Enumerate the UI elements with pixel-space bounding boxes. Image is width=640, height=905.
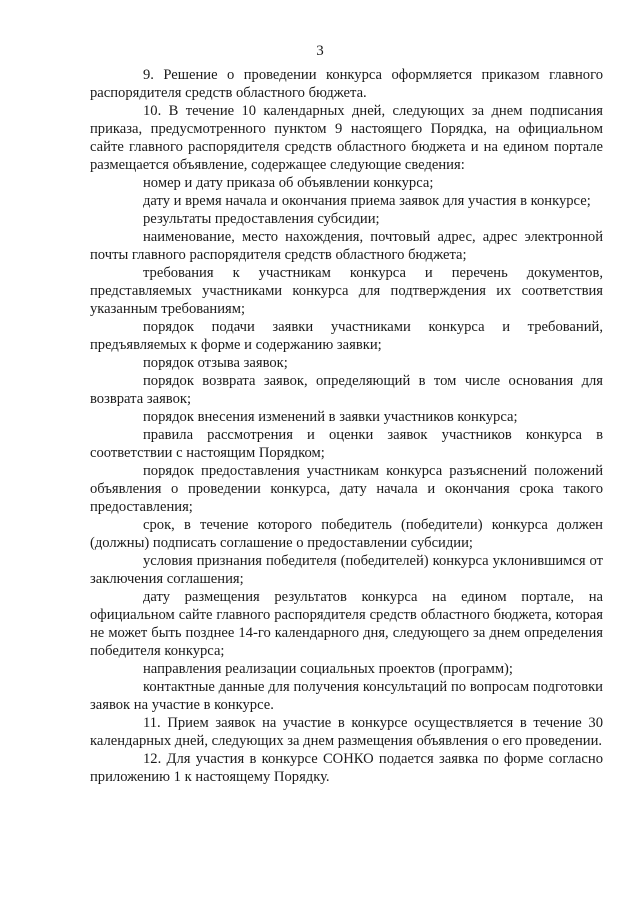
- paragraph-item-11: 11. Прием заявок на участие в конкурсе осуществляется в течение 30 календарных дней, следующих за днем размещения объявления о его проведении.: [90, 715, 603, 749]
- list-item-subsidy-results: результаты предоставления субсидии;: [143, 211, 380, 227]
- paragraph-item-9: 9. Решение о проведении конкурса оформляется приказом главного распорядителя средств областного бюджета.: [90, 67, 603, 101]
- document-body: [90, 66, 603, 786]
- list-item-participant-requirements: требования к участникам конкурса и перечень документов, представляемых участниками конкурса для подтверждения их соответствия указанным требованиям;: [90, 265, 603, 317]
- paragraph-item-10: 10. В течение 10 календарных дней, следующих за днем подписания приказа, предусмотренного пунктом 9 настоящего Порядка, на официальном сайте главного распорядителя средств областного бюджета и на едином портале размещается объявление, содержащее следующие сведения:: [90, 103, 603, 173]
- list-item-results-publication: дату размещения результатов конкурса на едином портале, на официальном сайте главного распорядителя средств областного бюджета, которая не может быть позднее 14-го календарного дня, следующего за днем определения победителя конкурса;: [90, 589, 603, 659]
- list-item-evaluation-rules: правила рассмотрения и оценки заявок участников конкурса в соответствии с настоящим Порядком;: [90, 427, 603, 461]
- list-item-agreement-deadline: срок, в течение которого победитель (победители) конкурса должен (должны) подписать соглашение о предоставлении субсидии;: [90, 517, 603, 551]
- list-item-distributor-contacts: наименование, место нахождения, почтовый адрес, адрес электронной почты главного распорядителя средств областного бюджета;: [90, 229, 603, 263]
- list-item-withdrawal-procedure: порядок отзыва заявок;: [143, 355, 288, 371]
- list-item-project-directions: направления реализации социальных проектов (программ);: [143, 661, 513, 677]
- page-number: 3: [316, 43, 324, 59]
- list-item-return-procedure: порядок возврата заявок, определяющий в том числе основания для возврата заявок;: [90, 373, 603, 407]
- list-item-order-number: номер и дату приказа об объявлении конкурса;: [143, 175, 434, 191]
- list-item-consultation-contacts: контактные данные для получения консультаций по вопросам подготовки заявок на участие в конкурсе.: [90, 679, 603, 713]
- list-item-amendment-procedure: порядок внесения изменений в заявки участников конкурса;: [143, 409, 518, 425]
- list-item-submission-procedure: порядок подачи заявки участниками конкурса и требований, предъявляемых к форме и содержанию заявки;: [90, 319, 603, 353]
- paragraph-item-12: 12. Для участия в конкурсе СОНКО подается заявка по форме согласно приложению 1 к настоящему Порядку.: [90, 751, 603, 785]
- list-item-evasion-conditions: условия признания победителя (победителей) конкурса уклонившимся от заключения соглашения;: [90, 553, 603, 587]
- list-item-clarification-procedure: порядок предоставления участникам конкурса разъяснений положений объявления о проведении конкурса, дату начала и окончания срока такого предоставления;: [90, 463, 603, 515]
- list-item-application-dates: дату и время начала и окончания приема заявок для участия в конкурсе;: [143, 193, 591, 209]
